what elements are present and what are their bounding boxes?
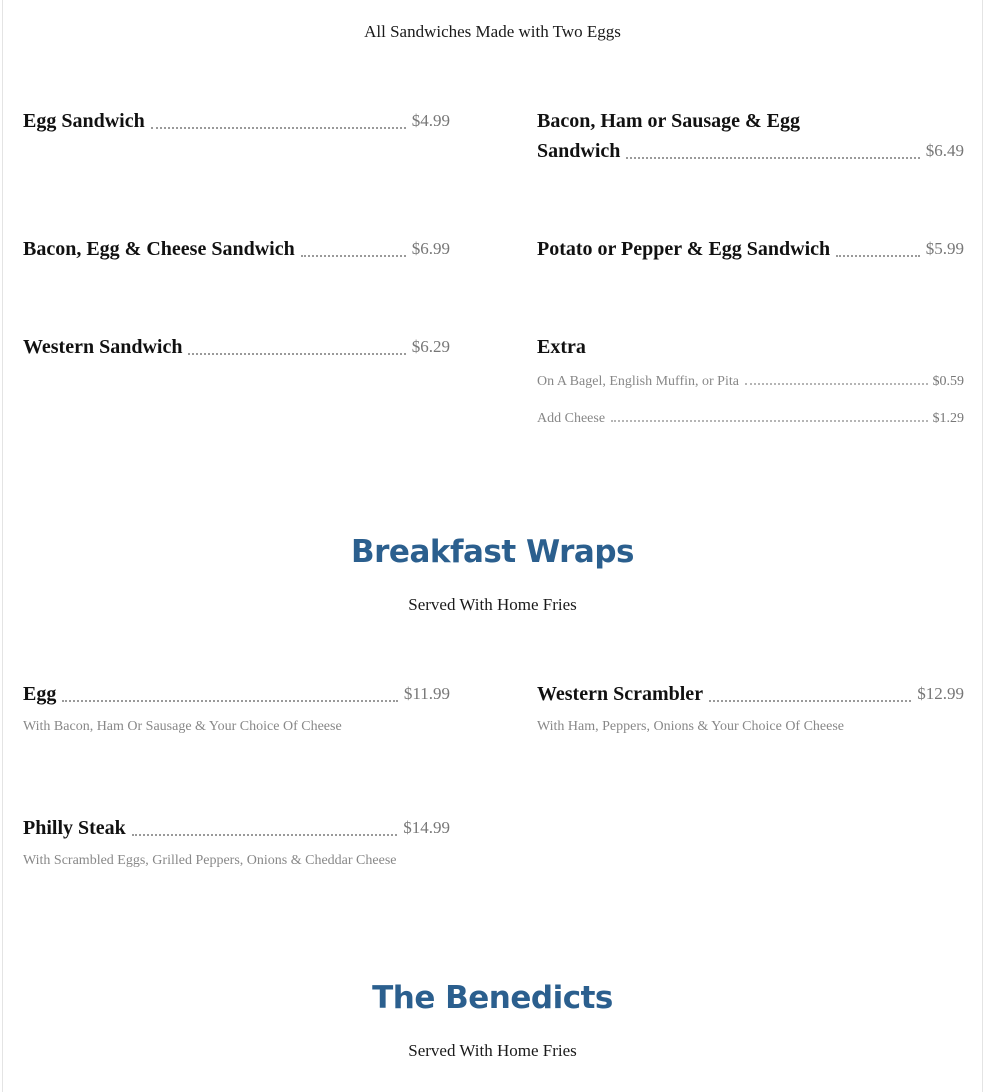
item-description: With Bacon, Ham Or Sausage & Your Choice Of Cheese [23,719,342,734]
item-price: $6.99 [411,239,450,258]
extra-option-bread [537,374,964,390]
menu-item-bacon-egg-cheese-sandwich [23,234,450,264]
extra-option-price: $1.29 [932,411,964,426]
benedicts-subtitle: Served With Home Fries [408,1041,577,1060]
item-name-line1: Bacon, Ham or Sausage & Egg [537,110,800,132]
sandwiches-subtitle: All Sandwiches Made with Two Eggs [364,22,621,41]
item-name: Bacon, Egg & Cheese Sandwich [23,238,295,260]
item-price: $4.99 [411,111,450,130]
item-price: $11.99 [403,684,450,703]
item-name: Egg Sandwich [23,110,145,132]
menu-item-egg-sandwich [23,106,450,136]
extra-option-cheese [537,411,964,427]
item-name: Egg [23,683,57,705]
section-title-breakfast-wraps: Breakfast Wraps [351,534,634,570]
menu-item-philly-steak [23,813,450,869]
leader-dots [836,255,920,257]
section-title-fragment-icon [385,0,425,4]
item-name-line2: Sandwich [537,140,621,162]
leader-dots [151,127,406,129]
extra-option-name: On A Bagel, English Muffin, or Pita [537,374,739,389]
extra-option-name: Add Cheese [537,411,606,426]
extra-option-price: $0.59 [932,374,964,389]
item-description: With Scrambled Eggs, Grilled Peppers, Onions & Cheddar Cheese [23,853,397,868]
wraps-subtitle: Served With Home Fries [408,595,577,614]
menu-item-potato-pepper-egg-sandwich [537,234,964,264]
item-price: $12.99 [917,684,964,703]
leader-dots [132,834,397,836]
item-name: Western Scrambler [537,683,704,705]
item-name: Extra [537,336,586,358]
item-name: Western Sandwich [23,336,183,358]
item-price: $6.29 [411,337,450,356]
menu-item-bacon-ham-sausage-egg-sandwich [537,106,964,166]
leader-dots [626,157,919,159]
menu-item-egg-wrap [23,679,450,735]
item-price: $14.99 [403,818,450,837]
leader-dots [709,700,911,702]
item-name: Philly Steak [23,817,126,839]
item-name: Potato or Pepper & Egg Sandwich [537,238,831,260]
leader-dots [188,353,405,355]
item-price: $5.99 [925,239,964,258]
item-description: With Ham, Peppers, Onions & Your Choice Of Cheese [537,719,845,734]
menu-item-western-scrambler [537,679,964,735]
leader-dots [301,255,406,257]
leader-dots [745,383,928,385]
leader-dots [62,700,398,702]
menu-item-extra [537,332,964,362]
item-price: $6.49 [925,141,964,160]
leader-dots [611,420,927,422]
section-title-benedicts: The Benedicts [372,980,613,1016]
menu-item-western-sandwich [23,332,450,362]
